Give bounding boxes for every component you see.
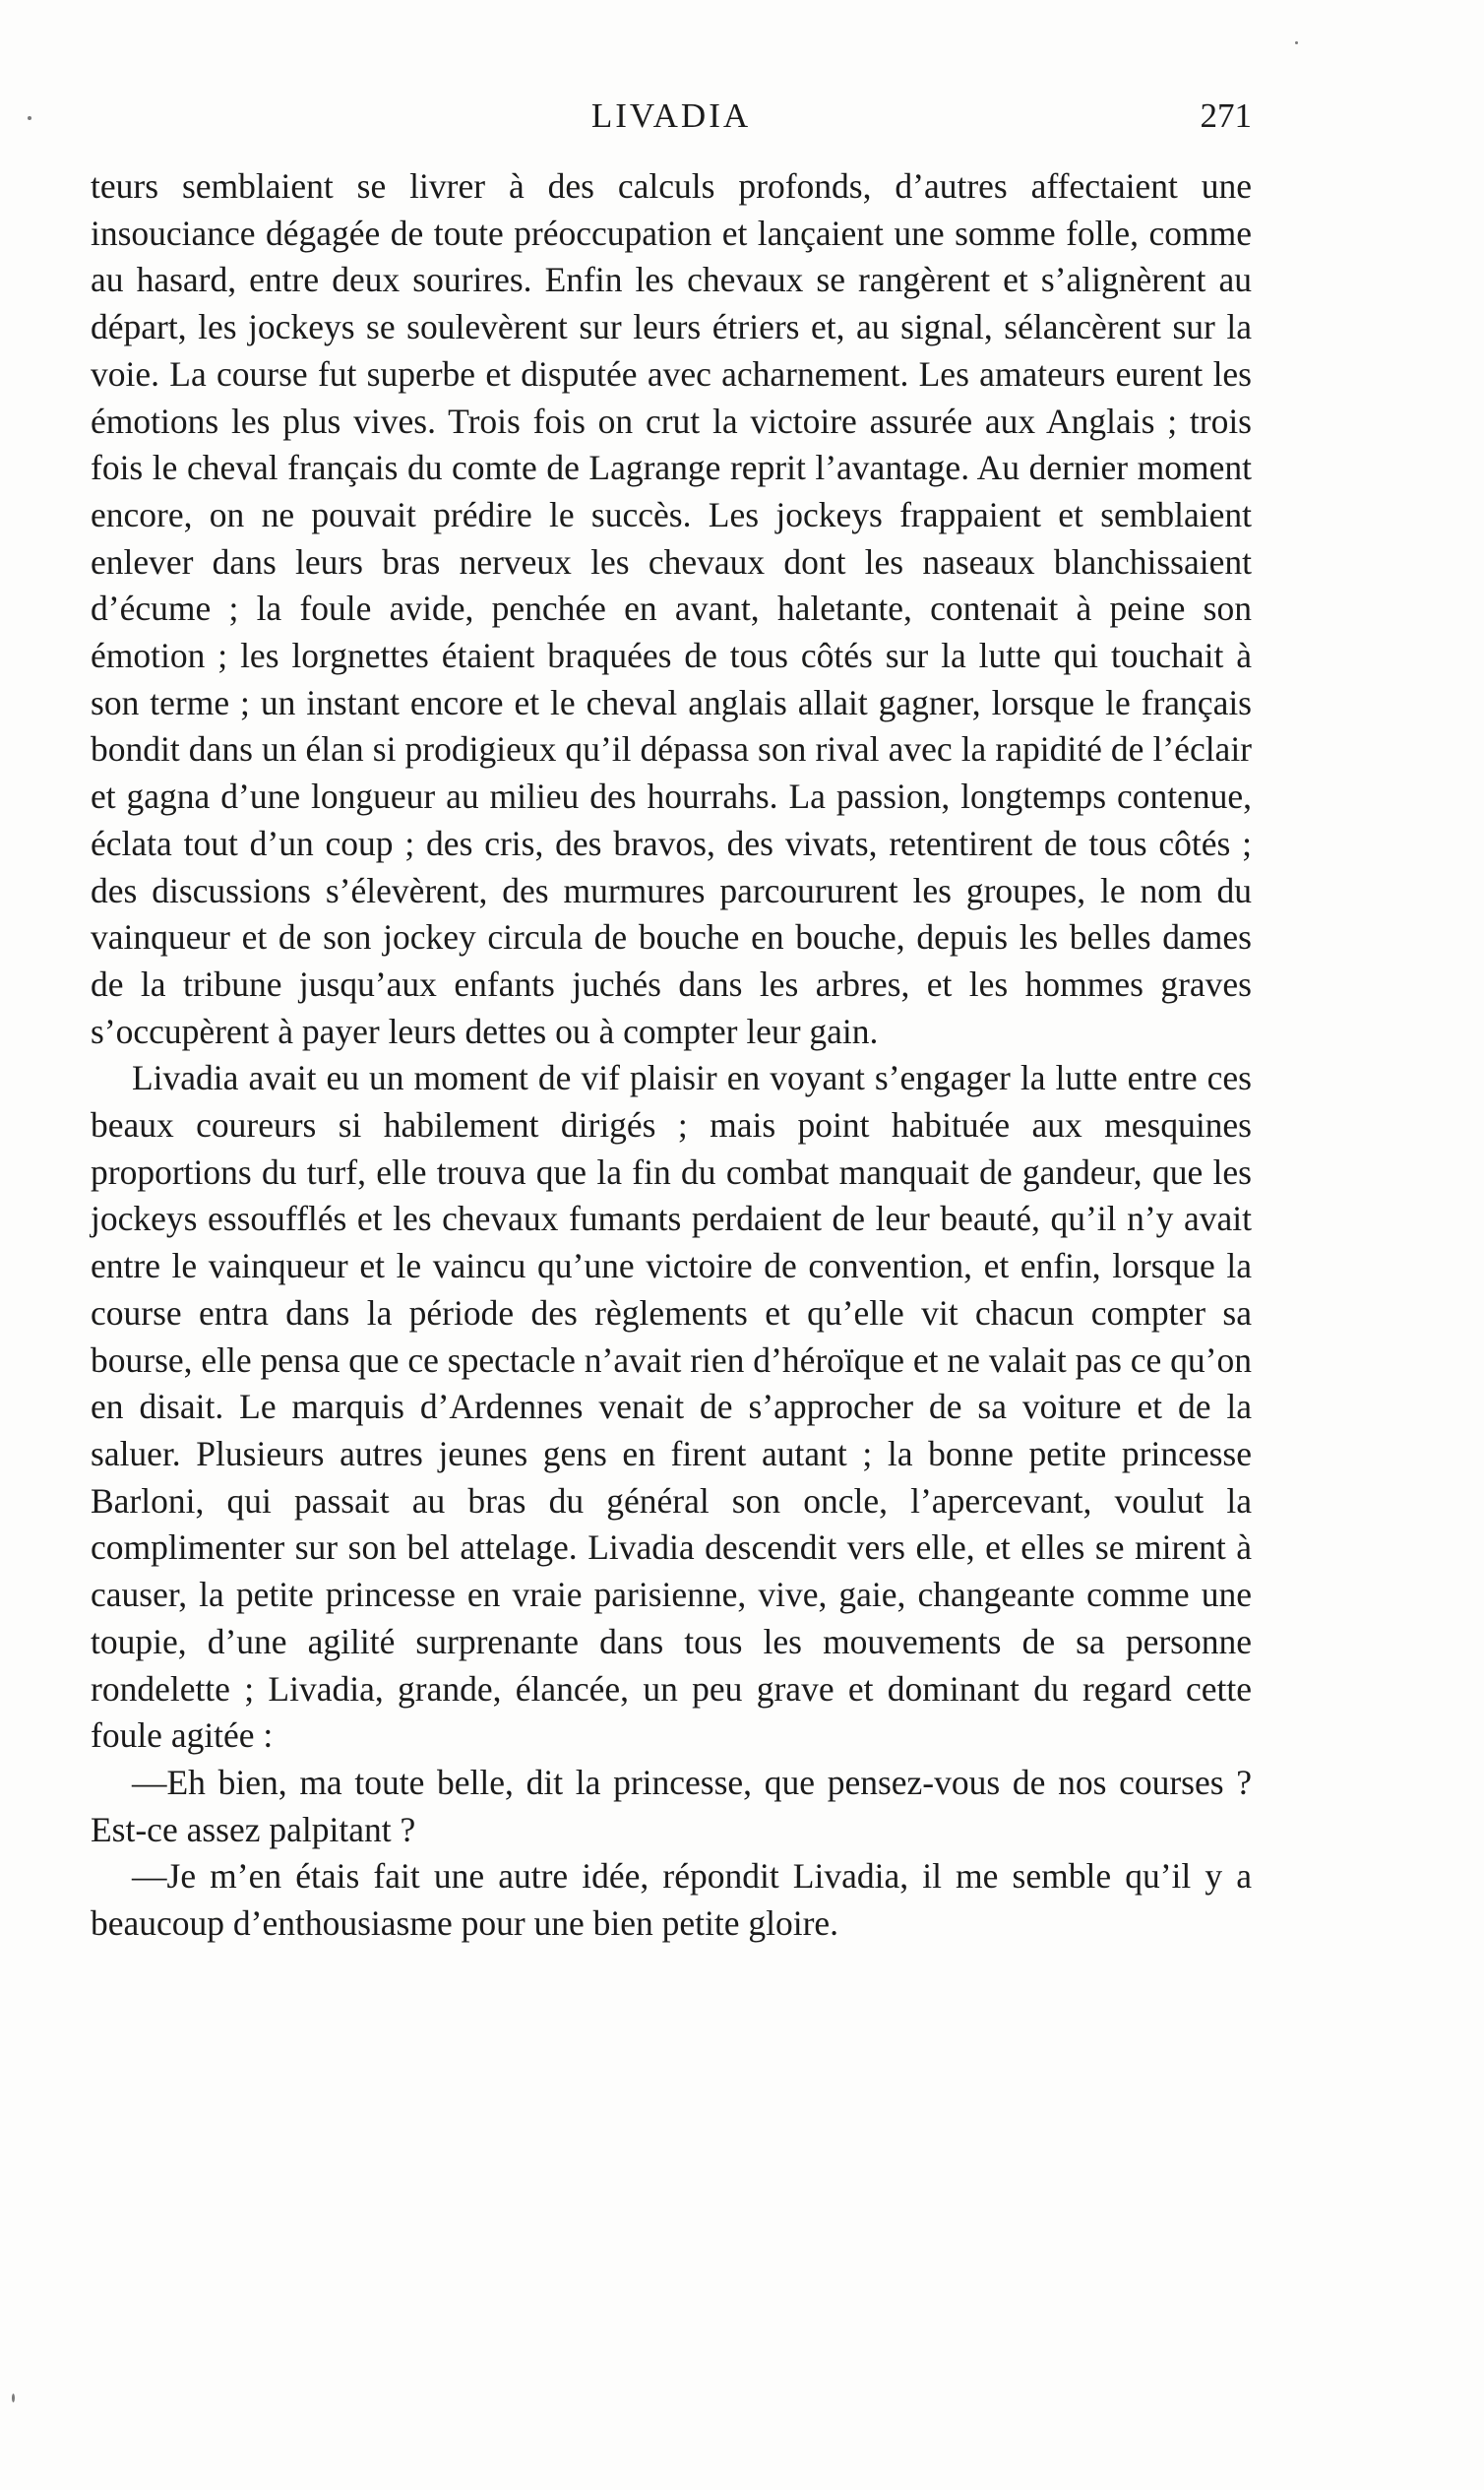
page-number: 271 xyxy=(1200,96,1252,135)
scan-speck xyxy=(12,2394,15,2402)
scan-speck xyxy=(1295,41,1298,44)
paragraph: Livadia avait eu un moment de vif plaisir en voyant s’engager la lutte entre ces beaux coureurs si habilement dirigés ; mais point habituée aux mesquines proportions du turf, elle trouva que la fin du combat manquait de gandeur, que les jockeys essoufflés et les chevaux fumants perdaient de leur beauté, qu’il n’y avait entre le vainqueur et le vaincu qu’une victoire de convention, et enfin, lorsque la course entra dans la période des règlements et qu’elle vit chacun compter sa bourse, elle pensa que ce spectacle n’avait rien d’héroïque et ne valait pas ce qu’on en disait. Le marquis d’Ardennes venait de s’approcher de sa voiture et de la saluer. Plusieurs autres jeunes gens en firent autant ; la bonne petite princesse Barloni, qui passait au bras du général son oncle, l’apercevant, voulut la complimenter sur son bel attelage. Livadia descendit vers elle, et elles se mirent à causer, la petite princesse en vraie parisienne, vive, gaie, changeante comme une toupie, d’une agilité surprenante dans tous les mouvements de sa personne rondelette ; Livadia, grande, élancée, un peu grave et dominant du regard cette foule agitée : xyxy=(91,1058,1252,1756)
running-head: LIVADIA xyxy=(590,96,752,135)
page-header xyxy=(91,87,1252,146)
paragraph: —Je m’en étais fait une autre idée, répondit Livadia, il me semble qu’il y a beaucoup d’enthousiasme pour une bien petite gloire. xyxy=(91,1856,1252,1944)
page-body xyxy=(91,163,1252,1948)
paragraph: —Eh bien, ma toute belle, dit la princesse, que pensez-vous de nos courses ? Est-ce assez palpitant ? xyxy=(91,1762,1252,1849)
paragraph: teurs semblaient se livrer à des calculs profonds, d’autres affectaient une insouciance dégagée de toute préoccupation et lançaient une somme folle, comme au hasard, entre deux sourires. Enfin les chevaux se rangèrent et s’alignèrent au départ, les jockeys se soulevèrent sur leurs étriers et, au signal, sélancèrent sur la voie. La course fut superbe et disputée avec acharnement. Les amateurs eurent les émotions les plus vives. Trois fois on crut la victoire assurée aux Anglais ; trois fois le cheval français du comte de Lagrange reprit l’avantage. Au dernier moment encore, on ne pouvait prédire le succès. Les jockeys frappaient et semblaient enlever dans leurs bras nerveux les chevaux dont les naseaux blanchissaient d’écume ; la foule avide, penchée en avant, haletante, contenait à peine son émotion ; les lorgnettes étaient braquées de tous côtés sur la lutte qui touchait à son terme ; un instant encore et le cheval anglais allait gagner, lorsque le français bondit dans un élan si prodigieux qu’il dépassa son rival avec la rapidité de l’éclair et gagna d’une longueur au milieu des hourrahs. La passion, longtemps contenue, éclata tout d’un coup ; des cris, des bravos, des vivats, retentirent de tous côtés ; des discussions s’élevèrent, des murmures parcoururent les groupes, le nom du vainqueur et de son jockey circula de bouche en bouche, depuis les belles dames de la tribune jusqu’aux enfants juchés dans les arbres, et les hommes graves s’occupèrent à payer leurs dettes ou à compter leur gain. xyxy=(91,166,1252,1051)
scan-speck xyxy=(28,116,31,120)
